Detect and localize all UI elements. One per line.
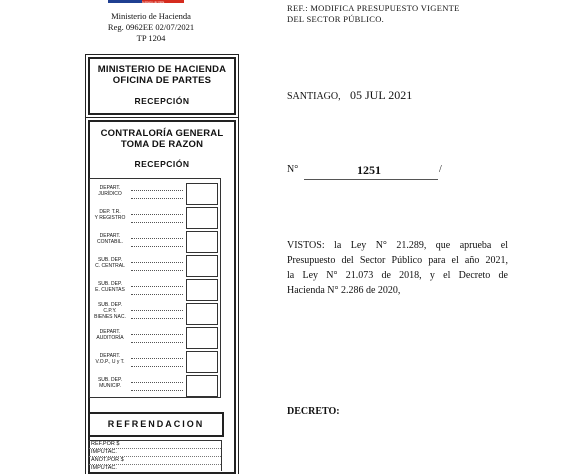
- department-label-line: C.P.Y.: [103, 308, 117, 314]
- decree-number: 1251: [357, 163, 381, 177]
- department-entry-line: [131, 264, 183, 271]
- department-entry-line: [131, 256, 183, 263]
- department-entry-line: [131, 288, 183, 295]
- refrendacion-line: REF.POR $: [89, 441, 221, 449]
- vistos-line: Presupuesto del Sector Público para el año 2021,: [287, 255, 508, 266]
- department-entry-line: [131, 280, 183, 287]
- department-entry-line: [131, 208, 183, 215]
- department-label-line: DEPART.: [99, 329, 121, 335]
- date-stamp: 05 JUL 2021: [350, 88, 413, 102]
- department-label-line: V.O.P., U y T.: [95, 359, 125, 365]
- department-entry-line: [131, 192, 183, 199]
- stamp-oficina-partes: [88, 57, 236, 115]
- department-cell: [186, 279, 218, 301]
- department-entry-line: [131, 352, 183, 359]
- department-cell: [186, 327, 218, 349]
- department-label-line: CONTABIL.: [96, 239, 124, 245]
- department-label-line: JURÍDICO: [98, 191, 122, 197]
- stamp-title-line1: CONTRALORÍA GENERAL: [100, 128, 224, 139]
- department-cell: [186, 303, 218, 325]
- department-label-line: SUB. DEP.: [97, 377, 123, 383]
- department-label: [91, 185, 129, 197]
- logo-flag-blue: [108, 0, 142, 3]
- department-cell: [186, 255, 218, 277]
- department-label: [91, 302, 129, 320]
- department-entry-line: [131, 376, 183, 383]
- ref-line2: DEL SECTOR PÚBLICO.: [287, 14, 385, 24]
- department-cell: [186, 375, 218, 397]
- refrendacion-line: ANOT.POR $: [89, 457, 221, 465]
- department-label-line: DEPART.: [99, 233, 121, 239]
- department-entry-line: [131, 240, 183, 247]
- refrendacion-title: REFRENDACION: [88, 412, 224, 437]
- refrendacion-line: IMPUTAC.: [91, 465, 117, 471]
- vistos-paragraph: [287, 238, 508, 298]
- department-label-line: DEP. T.R.: [99, 209, 121, 215]
- vistos-line: Hacienda N° 2.286 de 2020,: [287, 285, 401, 296]
- vistos-line: VISTOS: la Ley N° 21.289, que aprueba el: [287, 240, 508, 251]
- department-entry-line: [131, 232, 183, 239]
- tp-number: TP 1204: [136, 33, 166, 43]
- department-label-line: E. CUENTAS: [95, 287, 125, 293]
- department-label-line: SUB. DEP.: [97, 302, 123, 308]
- department-cell: [186, 207, 218, 229]
- stamp-title-line2: OFICINA DE PARTES: [112, 75, 212, 86]
- stamp-title-line2: TOMA DE RAZON: [120, 139, 204, 150]
- department-entry-line: [131, 384, 183, 391]
- refrendacion-box: [88, 440, 222, 471]
- place: SANTIAGO,: [287, 91, 341, 102]
- stamp-recepcion: RECEPCIÓN: [134, 159, 190, 169]
- department-label-line: BIENES NAC.: [94, 314, 126, 320]
- number-suffix: /: [439, 164, 442, 175]
- number-prefix: N°: [287, 164, 299, 175]
- department-label: [91, 329, 129, 341]
- decreto-label: DECRETO:: [287, 406, 340, 417]
- department-cell: [186, 231, 218, 253]
- stamp-title-line1: MINISTERIO DE HACIENDA: [97, 64, 227, 75]
- department-label-line: AUDITORÍA: [96, 335, 124, 341]
- ministry-name: Ministerio de Hacienda: [111, 11, 191, 21]
- department-label: [91, 233, 129, 245]
- department-entry-line: [131, 360, 183, 367]
- department-label-line: C. CENTRAL: [95, 263, 125, 269]
- logo-text: Gobierno de Chile: [142, 0, 165, 4]
- department-label: [91, 257, 129, 269]
- department-entry-line: [131, 336, 183, 343]
- department-label: [91, 281, 129, 293]
- ref-line1: REF.: MODIFICA PRESUPUESTO VIGENTE: [287, 3, 460, 13]
- department-label-line: Y REGISTRO: [94, 215, 126, 221]
- vistos-line: la Ley N° 21.073 de 2018, y el Decreto de: [287, 270, 508, 281]
- department-label: [91, 353, 129, 365]
- department-entry-line: [131, 216, 183, 223]
- department-label: [91, 377, 129, 389]
- department-entry-line: [131, 184, 183, 191]
- department-entry-line: [131, 328, 183, 335]
- department-entry-line: [131, 312, 183, 319]
- department-cell: [186, 183, 218, 205]
- department-label-line: MUNICIP.: [99, 383, 121, 389]
- department-label-line: SUB. DEP.: [97, 281, 123, 287]
- department-cell: [186, 351, 218, 373]
- department-label-line: DEPART.: [99, 185, 121, 191]
- registration-number: Reg. 0962EE 02/07/2021: [107, 22, 195, 32]
- department-entry-line: [131, 304, 183, 311]
- refrendacion-line: IMPUTAC.: [89, 449, 221, 457]
- department-label: [91, 209, 129, 221]
- department-label-line: SUB. DEP.: [97, 257, 123, 263]
- department-label-line: DEPART.: [99, 353, 121, 359]
- stamp-recepcion: RECEPCIÓN: [134, 96, 190, 106]
